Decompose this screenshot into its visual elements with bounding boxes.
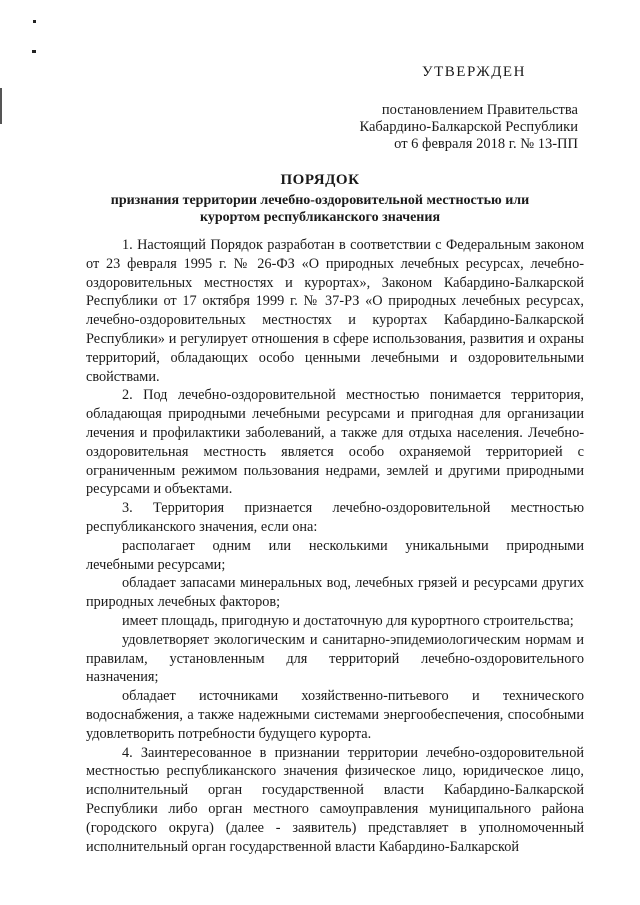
list-item: имеет площадь, пригодную и достаточную для курортного строительства; — [122, 612, 574, 629]
paragraph-2: 2. Под лечебно-оздоровительной местностью понимается территория, обладающая природными лечебными ресурсами и пригодная для организации лечения и профилактики заболеваний, а также для отдыха населения. Лечебно-оздоровительная местность является особо охраняемой территорией с ограниченным режимом пользования недрами, землей и другими природными ресурсами и объектами. — [86, 387, 584, 498]
paragraph-1: 1. Настоящий Порядок разработан в соответствии с Федеральным законом от 23 февраля 1995 г. № 26-ФЗ «О природных лечебных ресурсах, лечебно-оздоровительных местностях и курортах», Законом Кабардино-Балкарской Республики от 17 октября 1999 г. № 37-РЗ «О природных лечебных ресурсах, лечебно-оздоровительных местностях и курортах Кабардино-Балкарской Республики» и регулирует отношения в сфере использования, развития и охраны территорий, обладающих особо ценными лечебными и оздоровительными свойствами. — [86, 237, 584, 385]
paragraph-3: 3. Территория признается лечебно-оздоровительной местностью республиканского значения, если она: — [86, 500, 584, 535]
list-item: удовлетворяет экологическим и санитарно-эпидемиологическим нормам и правилам, установленным для территорий лечебно-оздоровительного назначения; — [86, 631, 584, 686]
list-item: обладает запасами минеральных вод, лечебных грязей и ресурсами других природных лечебных факторов; — [86, 575, 584, 611]
approval-line: постановлением Правительства — [381, 102, 578, 118]
scan-edge-mark — [0, 88, 2, 124]
list-item: обладает источниками хозяйственно-питьевого и технического водоснабжения, а также надежными системами энергообеспечения, способными удовлетворить потребности будущего курорта. — [86, 688, 584, 742]
document-body — [86, 236, 584, 856]
list-item: располагает одним или несколькими уникальными природными лечебными ресурсами; — [86, 537, 584, 573]
document-subtitle — [90, 192, 550, 226]
approval-line: от 6 февраля 2018 г. № 13-ПП — [394, 136, 578, 152]
subtitle-line: курортом республиканского значения — [199, 210, 441, 225]
subtitle-line: признания территории лечебно-оздоровительной местностью или — [110, 193, 530, 208]
scan-mark — [33, 20, 36, 23]
approval-line: Кабардино-Балкарской Республики — [359, 119, 578, 135]
paragraph-4: 4. Заинтересованное в признании территории лечебно-оздоровительной местностью республиканского значения физическое лицо, юридическое лицо, исполнительный орган государственной власти Кабардино-Балкарской Республики либо орган местного самоуправления муниципального района (городского округа) (далее - заявитель) представляет в уполномоченный исполнительный орган государственной власти Кабардино-Балкарской — [86, 744, 584, 855]
approval-block — [359, 102, 578, 153]
document-title: ПОРЯДОК — [280, 172, 360, 188]
scan-mark — [32, 50, 36, 53]
approved-stamp: УТВЕРЖДЕН — [422, 64, 526, 80]
